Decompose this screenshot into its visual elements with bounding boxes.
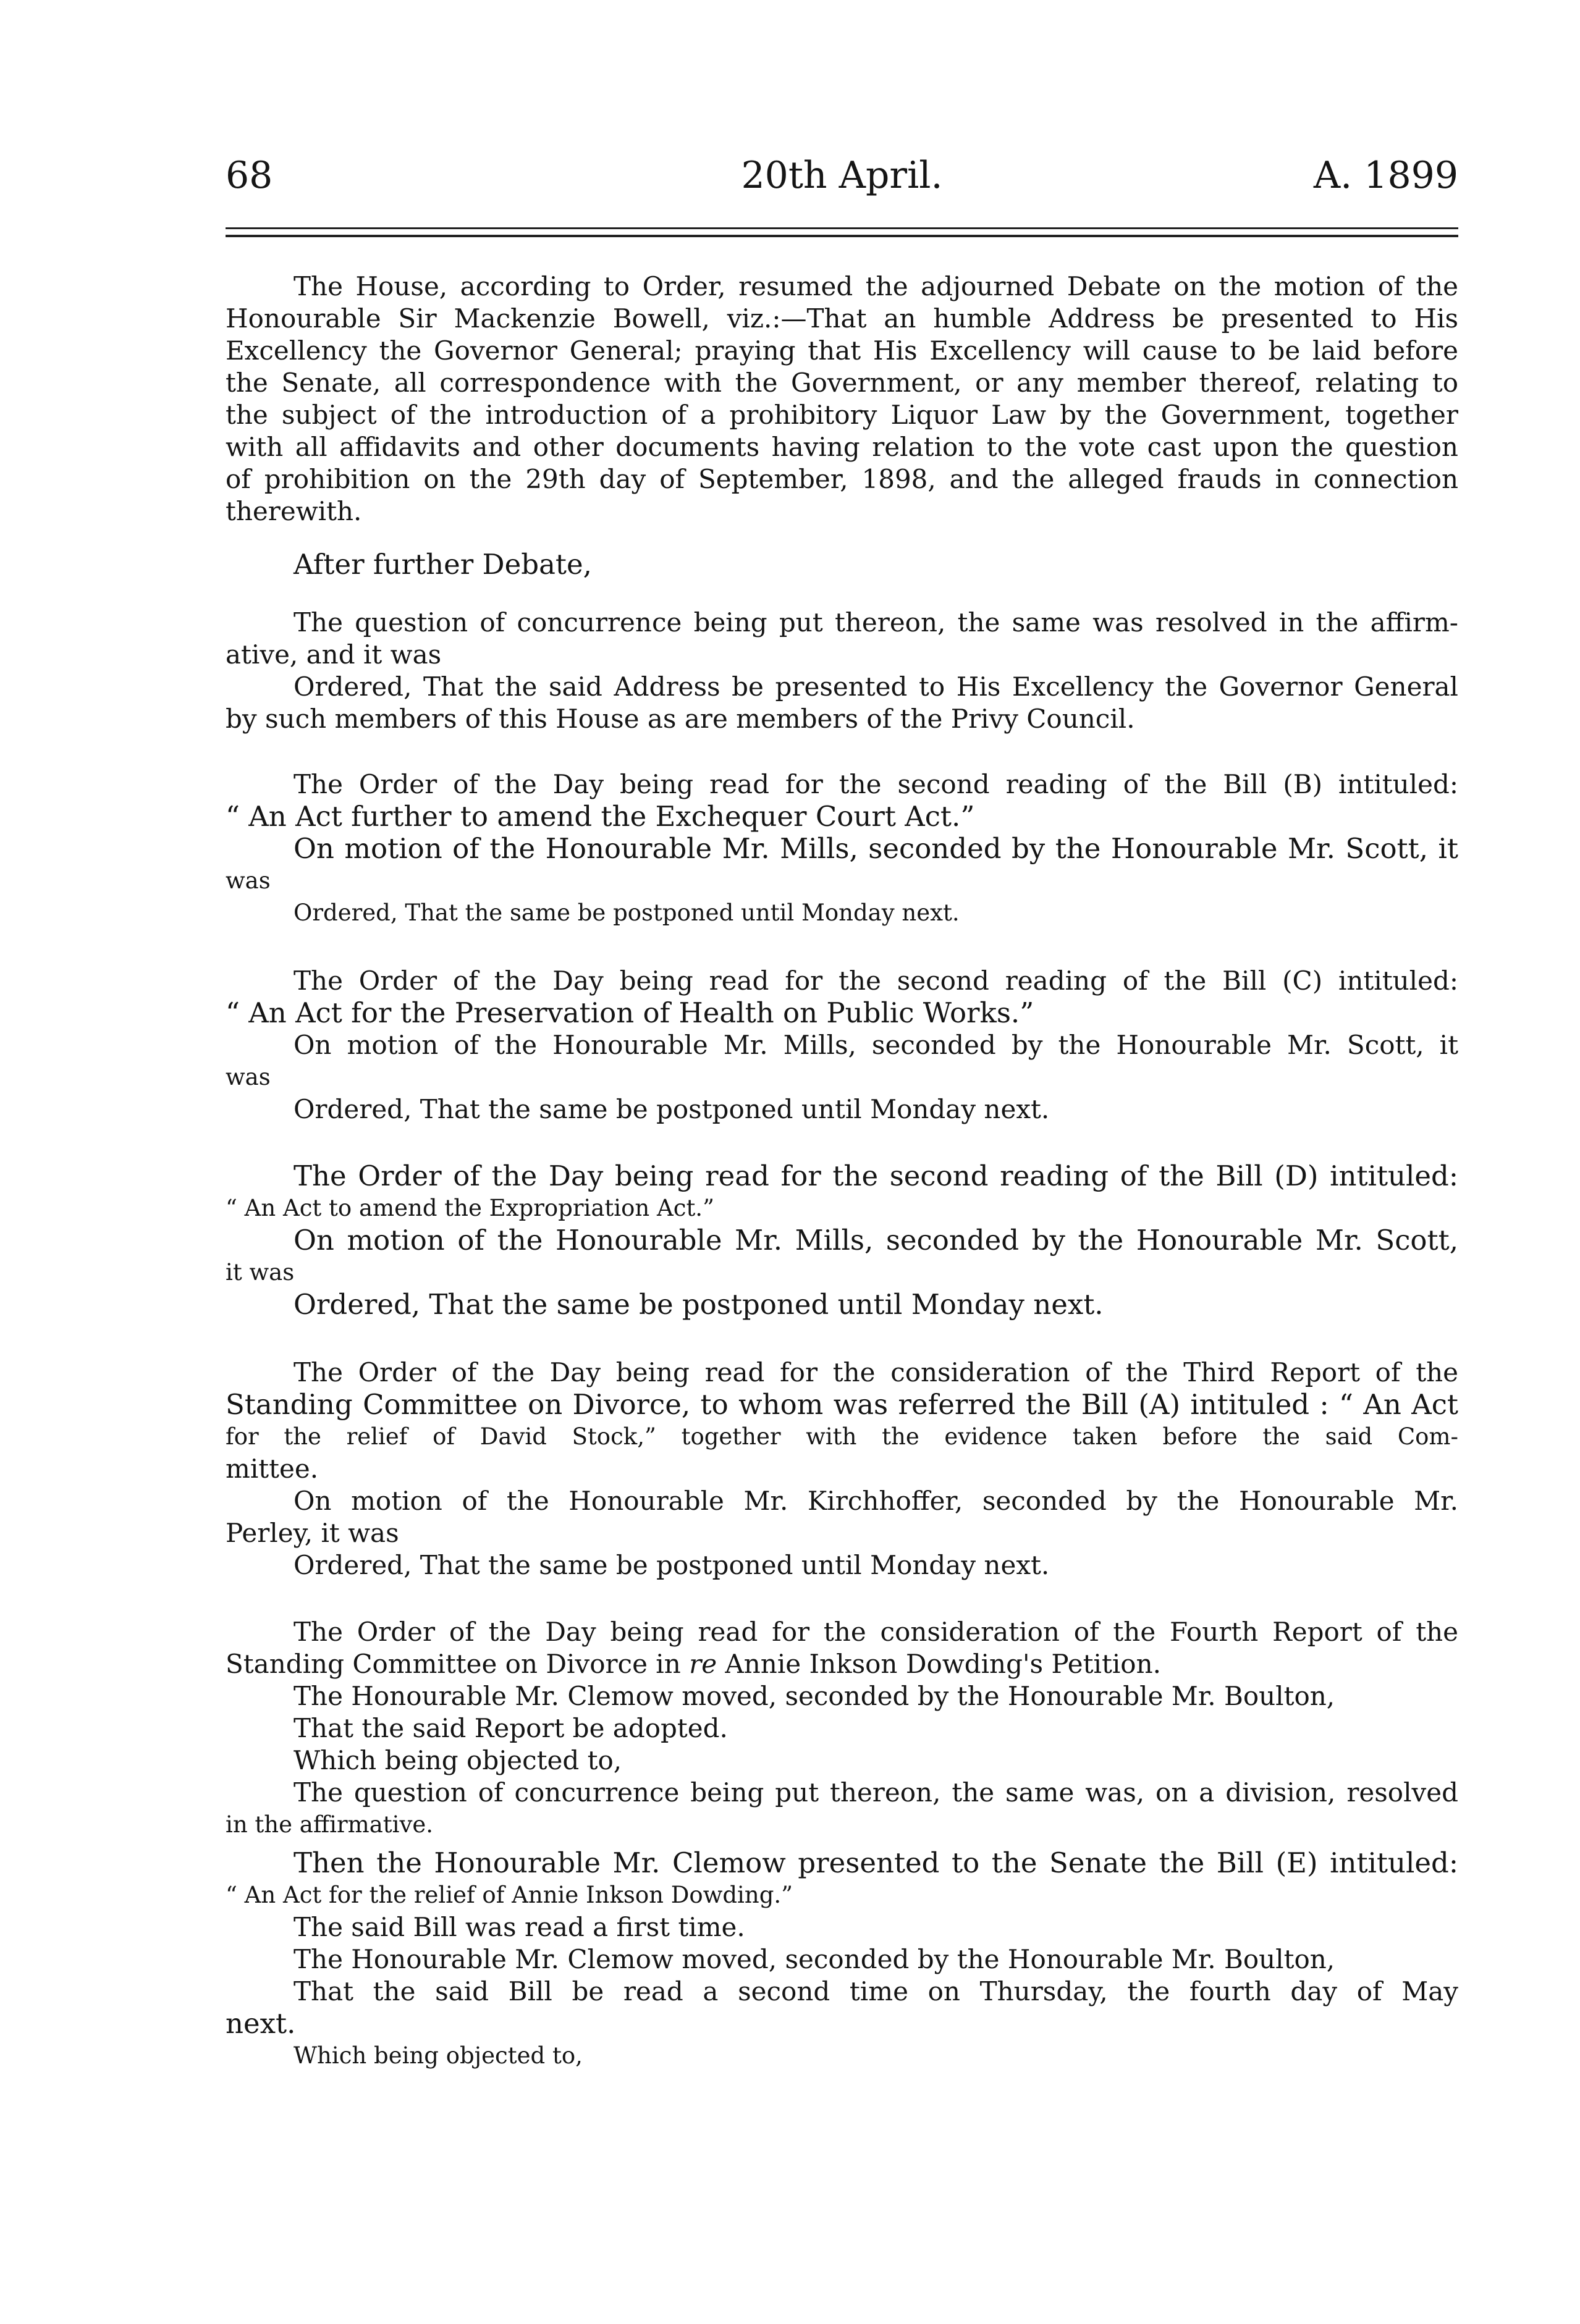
paragraph-bill-e bbox=[226, 1847, 1458, 2072]
paragraph-third-report bbox=[226, 1357, 1458, 1581]
text-line: “ An Act further to amend the Exchequer Court Act.” bbox=[226, 800, 975, 833]
text-line: After further Debate, bbox=[294, 548, 592, 581]
text-line: The Order of the Day being read for the consideration of the Fourth Report of the bbox=[294, 1617, 1458, 1647]
text-line: On motion of the Honourable Mr. Mills, seconded by the Honourable Mr. Scott, it bbox=[294, 832, 1458, 865]
text-line: the Senate, all correspondence with the Government, or any member thereof, relating to bbox=[226, 368, 1458, 398]
text-line: with all affidavits and other documents having relation to the vote cast upon the question bbox=[226, 432, 1458, 462]
paragraph-resumed-debate bbox=[226, 271, 1458, 528]
italic-re: re bbox=[689, 1649, 717, 1679]
text-line: The Honourable Mr. Clemow moved, seconded by the Honourable Mr. Boulton, bbox=[294, 1681, 1335, 1711]
text-line: Ordered, That the same be postponed until Monday next. bbox=[294, 899, 960, 926]
text-line: That the said Bill be read a second time on Thursday, the fourth day of May bbox=[294, 1976, 1458, 2006]
text-line: next. bbox=[226, 2007, 296, 2040]
text-line: Which being objected to, bbox=[294, 2042, 583, 2069]
text-line: the subject of the introduction of a prohibitory Liquor Law by the Government, together bbox=[226, 400, 1458, 430]
text-line: “ An Act for the relief of Annie Inkson Dowding.” bbox=[226, 1882, 793, 1908]
text-line: Standing Committee on Divorce, to whom was referred the Bill (A) intituled : “ An Act bbox=[226, 1388, 1458, 1421]
text-line: The said Bill was read a first time. bbox=[294, 1912, 745, 1942]
text-line: therewith. bbox=[226, 496, 362, 526]
page-header bbox=[226, 153, 1458, 203]
text-line: The Order of the Day being read for the consideration of the Third Report of the bbox=[294, 1357, 1458, 1387]
text-line bbox=[226, 1648, 1458, 1680]
text-segment: Standing Committee on Divorce in bbox=[226, 1649, 690, 1679]
text-line: Then the Honourable Mr. Clemow presented to the Senate the Bill (E) intituled: bbox=[294, 1846, 1458, 1879]
paragraph-bill-c bbox=[226, 965, 1458, 1126]
text-line: Ordered, That the same be postponed until Monday next. bbox=[294, 1550, 1050, 1580]
paragraph-fourth-report bbox=[226, 1616, 1458, 1841]
text-line: “ An Act to amend the Expropriation Act.” bbox=[226, 1195, 714, 1221]
text-line: The Order of the Day being read for the second reading of the Bill (D) intituled: bbox=[294, 1160, 1458, 1192]
text-line: Excellency the Governor General; praying that His Excellency will cause to be laid before bbox=[226, 335, 1458, 366]
page-number: 68 bbox=[226, 154, 273, 197]
header-rule-lower bbox=[226, 235, 1458, 237]
text-line: it was bbox=[226, 1259, 295, 1286]
paragraph-after-debate bbox=[226, 549, 1458, 581]
text-line: The Honourable Mr. Clemow moved, seconded by the Honourable Mr. Boulton, bbox=[294, 1944, 1335, 1974]
text-line: The question of concurrence being put thereon, the same was, on a division, resolved bbox=[294, 1777, 1458, 1808]
text-line: The House, according to Order, resumed the adjourned Debate on the motion of the bbox=[294, 271, 1458, 301]
header-rule bbox=[226, 227, 1458, 229]
text-line: mittee. bbox=[226, 1454, 319, 1484]
text-segment: Annie Inkson Dowding's Petition. bbox=[717, 1649, 1161, 1679]
text-line: Which being objected to, bbox=[294, 1745, 622, 1775]
text-line: That the said Report be adopted. bbox=[294, 1713, 728, 1743]
text-line: in the affirmative. bbox=[226, 1811, 434, 1838]
text-line: On motion of the Honourable Mr. Mills, seconded by the Honourable Mr. Scott, bbox=[294, 1224, 1458, 1257]
text-line: was bbox=[226, 867, 271, 894]
paragraph-question-concurrence bbox=[226, 607, 1458, 735]
text-line: Ordered, That the said Address be presented to His Excellency the Governor General bbox=[294, 672, 1458, 702]
text-line: On motion of the Honourable Mr. Mills, seconded by the Honourable Mr. Scott, it bbox=[294, 1030, 1458, 1060]
text-line: for the relief of David Stock,” together with the evidence taken before the said Com- bbox=[226, 1423, 1458, 1450]
text-line: was bbox=[226, 1064, 271, 1090]
paragraph-bill-d bbox=[226, 1160, 1458, 1321]
text-line: Perley, it was bbox=[226, 1518, 399, 1548]
text-line: On motion of the Honourable Mr. Kirchhoffer, seconded by the Honourable Mr. bbox=[294, 1486, 1458, 1516]
text-line: Ordered, That the same be postponed until Monday next. bbox=[294, 1094, 1050, 1124]
text-line: by such members of this House as are members of the Privy Council. bbox=[226, 704, 1135, 734]
header-year: A. 1899 bbox=[1313, 154, 1458, 197]
paragraph-bill-b bbox=[226, 768, 1458, 929]
text-line: Ordered, That the same be postponed until Monday next. bbox=[294, 1288, 1104, 1321]
text-line: The Order of the Day being read for the second reading of the Bill (C) intituled: bbox=[294, 966, 1458, 996]
text-line: Honourable Sir Mackenzie Bowell, viz.:—That an humble Address be presented to His bbox=[226, 303, 1458, 334]
text-line: ative, and it was bbox=[226, 639, 442, 670]
text-line: The Order of the Day being read for the second reading of the Bill (B) intituled: bbox=[294, 769, 1458, 799]
text-line: of prohibition on the 29th day of September, 1898, and the alleged frauds in connection bbox=[226, 464, 1458, 494]
text-line: “ An Act for the Preservation of Health on Public Works.” bbox=[226, 996, 1034, 1029]
header-date: 20th April. bbox=[741, 154, 943, 197]
text-line: The question of concurrence being put thereon, the same was resolved in the affirm- bbox=[294, 607, 1458, 638]
